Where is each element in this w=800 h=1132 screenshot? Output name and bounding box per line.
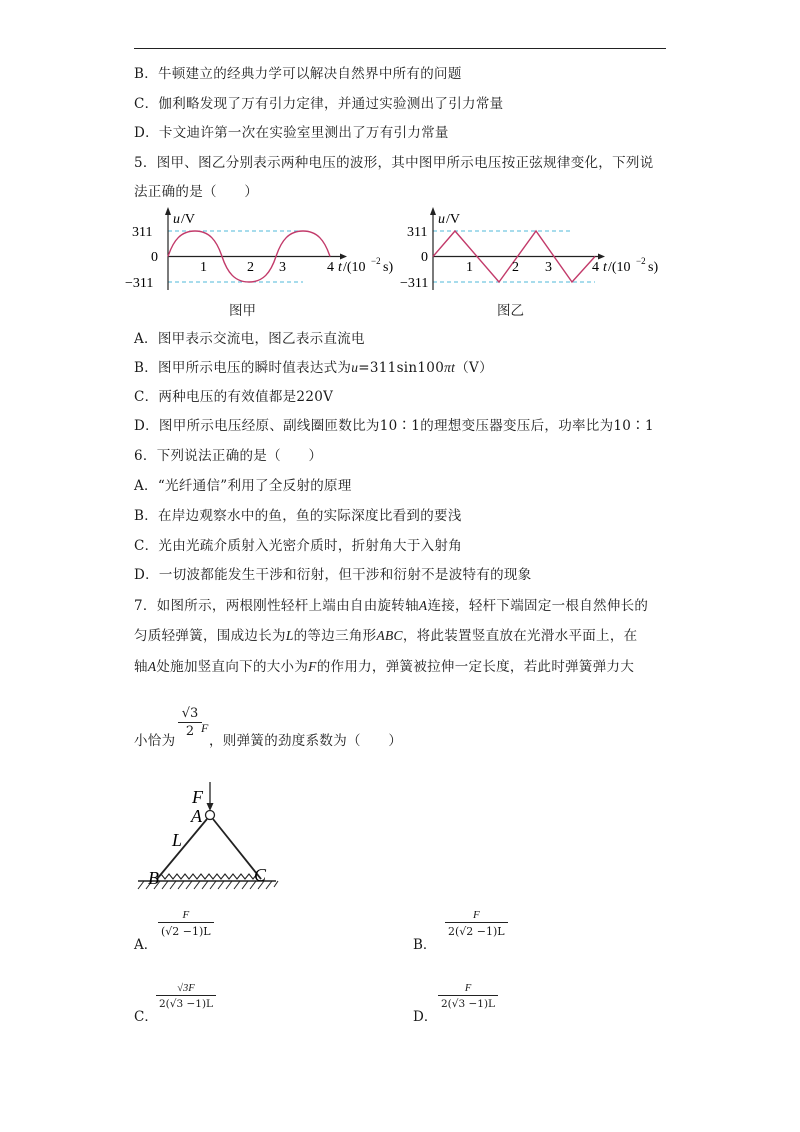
fig-a-y-max: 311 [132,225,153,240]
fig-b-t-arrow [598,254,605,260]
q7-option-c-label: C． [134,1009,158,1025]
fig-b-t-unit: /(10 [608,260,631,275]
fig-b-tick-3: 3 [545,260,552,275]
fig-b-u-label: u [438,212,445,227]
q7-option-d-fraction: $\frac{F}{2(√3 -1)L}$ [438,983,498,1010]
label-l: L [172,830,183,850]
q4-option-b: B．牛顿建立的经典力学可以解决自然界中所有的问题 [134,66,462,82]
fig-b-tick-2: 2 [512,260,519,275]
q7-stem-line4-suffix: ，则弹簧的劲度系数为（ ） [209,733,403,749]
fig-b-t-label: t [603,260,607,275]
q5-stem-line1: 5．图甲、图乙分别表示两种电压的波形，其中图甲所示电压按正弦规律变化，下列说 [134,155,654,171]
fig-b-y-zero: 0 [421,250,428,265]
q7-option-a-fraction: $\frac{F}{(√2 -1)L}$ [158,909,214,938]
fig-a-t-label: t [338,260,342,275]
fig-a-t-arrow [340,254,347,260]
q5-option-c: C．两种电压的有效值都是220V [134,389,334,405]
fig-b-y-max: 311 [407,225,428,240]
fig-b-t-exp: −2 [636,256,646,266]
q7-triangle-figure [130,780,290,895]
fig-b-y-min: −311 [400,276,429,291]
q5-option-d: D．图甲所示电压经原、副线圈匝数比为10∶1的理想变压器变压后，功率比为10∶1 [134,418,654,434]
label-a: A [191,806,202,826]
fraction-numerator: √3 [178,706,202,723]
fig-b-tick-4: 4 [592,260,599,275]
figure-b-caption: 图乙 [497,303,524,319]
q7-stem-fraction-f: F [201,721,209,735]
fig-a-u-label: u [173,212,180,227]
force-arrow-head [207,803,214,811]
q7-stem-line4-prefix: 小恰为 [134,733,176,749]
fig-a-t-unit: /(10 [343,260,366,275]
q6-option-b: B．在岸边观察水中的鱼，鱼的实际深度比看到的要浅 [134,508,462,524]
q7-stem-fraction [178,706,202,739]
fig-a-tick-1: 1 [200,260,207,275]
fig-a-u-arrow [165,207,171,215]
label-b: B [148,868,159,888]
figure-a-sine-wave [125,205,405,295]
hinge-a-icon [206,811,215,820]
q7-stem-line3: 轴A处施加竖直向下的大小为F的作用力，弹簧被拉伸一定长度，若此时弹簧弹力大 [134,659,635,675]
q5-option-a: A．图甲表示交流电，图乙表示直流电 [134,331,365,347]
fig-a-tick-4: 4 [327,260,334,275]
spring-icon [157,874,261,879]
fig-a-y-min: −311 [125,276,154,291]
fig-b-tick-1: 1 [466,260,473,275]
q7-option-a-label: A． [134,937,158,953]
fig-a-y-zero: 0 [151,250,158,265]
fraction-denominator: 2 [185,724,195,739]
q6-option-d: D．一切波都能发生干涉和衍射，但干涉和衍射不是波特有的现象 [134,567,532,583]
fig-b-u-unit: /V [446,212,460,227]
fig-b-u-arrow [430,207,436,215]
q5-stem-line2: 法正确的是（ ） [134,184,259,200]
label-f: F [192,787,203,807]
fig-a-tick-2: 2 [247,260,254,275]
q7-option-d-label: D． [413,1009,438,1025]
fig-a-tick-3: 3 [279,260,286,275]
q7-option-b-label: B． [413,937,437,953]
q7-stem-line2: 匀质轻弹簧，围成边长为L的等边三角形ABC，将此装置竖直放在光滑水平面上，在 [134,628,638,644]
q7-option-c-fraction: $\frac{√3F}{2(√3 -1)L}$ [156,983,216,1010]
figure-a-caption: 图甲 [229,303,256,319]
figure-b-triangle-wave [400,205,680,295]
q7-option-b-fraction: $\frac{F}{2(√2 -1)L}$ [445,909,508,938]
q6-stem: 6．下列说法正确的是（ ） [134,448,323,464]
fig-a-u-unit: /V [181,212,195,227]
fig-a-t-exp: −2 [371,256,381,266]
fig-b-t-unit-end: s) [648,260,659,275]
fig-a-t-unit-end: s) [383,260,394,275]
q5-option-b: B．图甲所示电压的瞬时值表达式为u=311sin100πt（V） [134,360,493,376]
q4-option-d: D．卡文迪许第一次在实验室里测出了万有引力常量 [134,125,449,141]
q7-stem-line1: 7．如图所示，两根刚性轻杆上端由自由旋转轴A连接，轻杆下端固定一根自然伸长的 [134,598,649,614]
q6-option-a: A．“光纤通信”利用了全反射的原理 [134,478,352,494]
q6-option-c: C．光由光疏介质射入光密介质时，折射角大于入射角 [134,538,463,554]
q4-option-c: C．伽利略发现了万有引力定律，并通过实验测出了引力常量 [134,96,504,112]
top-rule [134,48,666,49]
label-c: C [254,865,267,885]
